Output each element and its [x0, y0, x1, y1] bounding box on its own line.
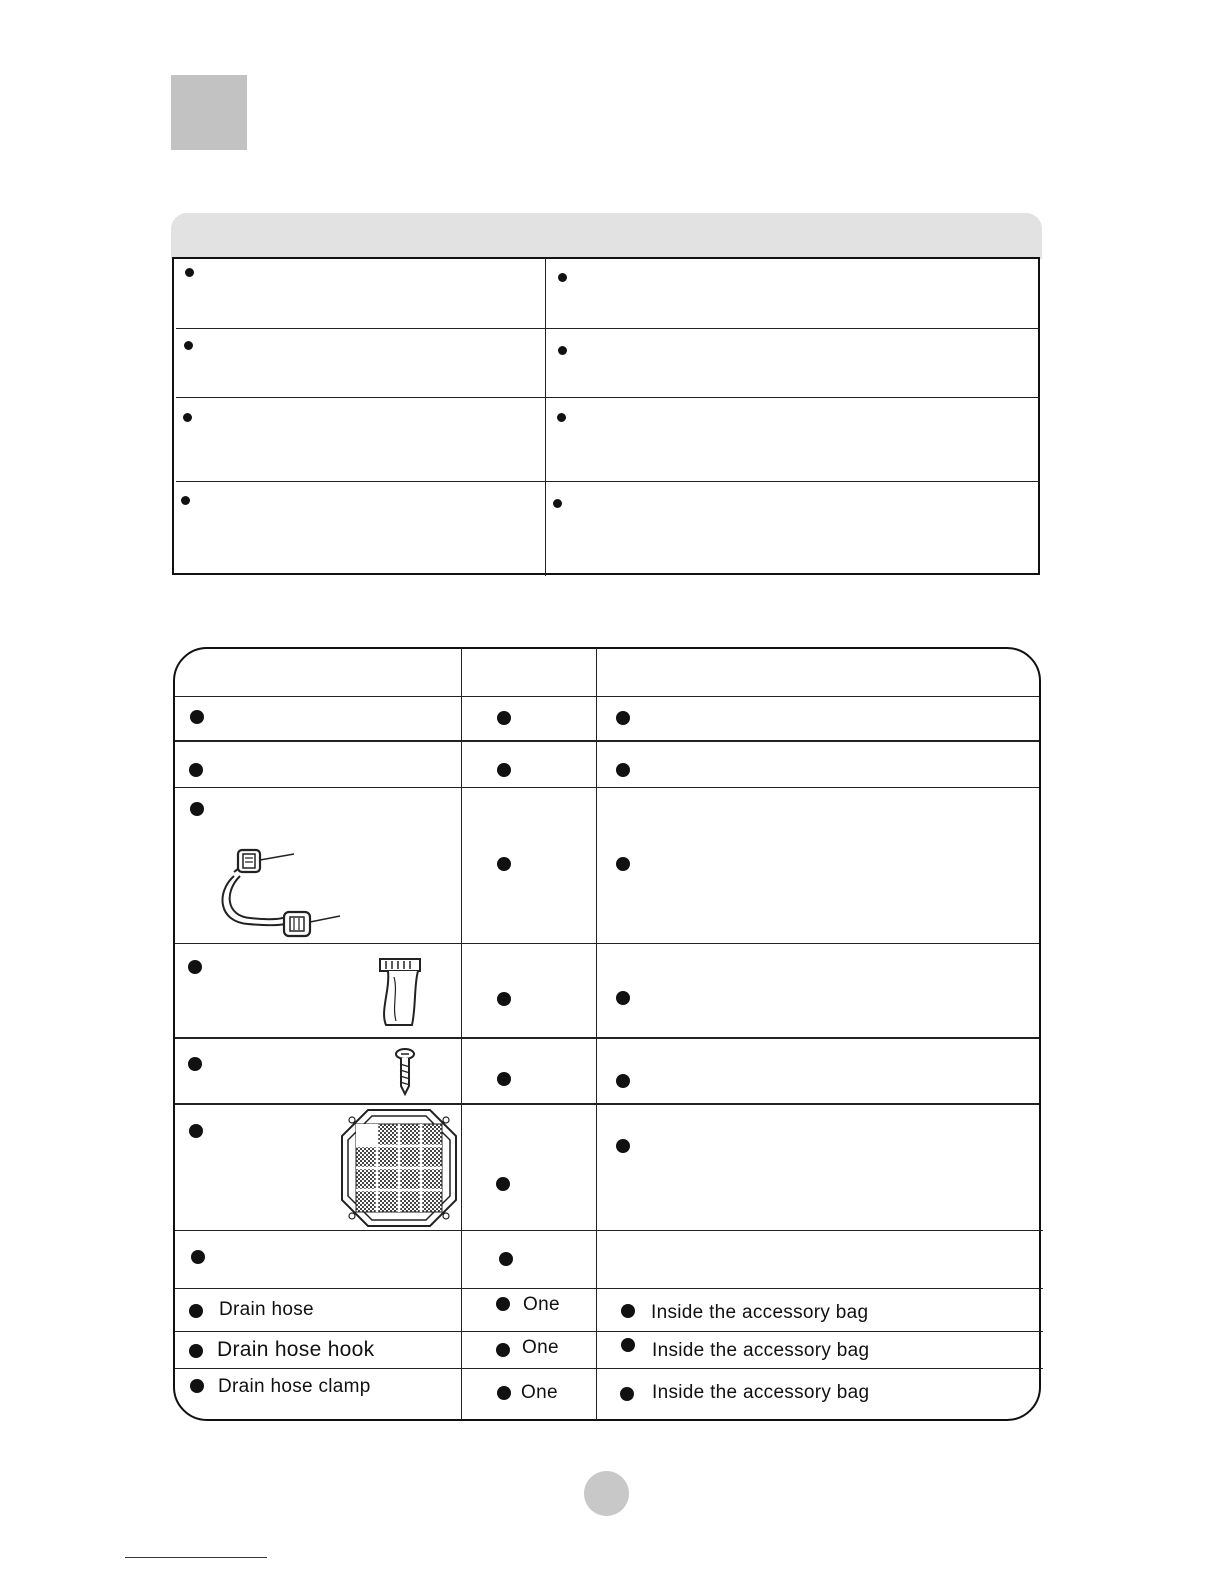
spec-bullet [185, 268, 194, 277]
accessory-bullet [616, 857, 630, 871]
inlet-hose-icon [212, 842, 344, 940]
accessory-bullet [189, 763, 203, 777]
accessory-location: Inside the accessory bag [651, 1302, 869, 1323]
accessory-bullet [616, 1139, 630, 1153]
spec-bullet [557, 413, 566, 422]
spec-bullet [181, 496, 190, 505]
accessory-location: Inside the accessory bag [652, 1382, 870, 1403]
accessory-bullet [496, 1177, 510, 1191]
accessory-bullet [190, 710, 204, 724]
accessory-bullet [497, 711, 511, 725]
accessory-bullet [616, 991, 630, 1005]
screw-icon [392, 1046, 418, 1096]
spec-bullet [558, 346, 567, 355]
spec-bullet [184, 341, 193, 350]
accessory-bullet [188, 1057, 202, 1071]
accessory-bullet [616, 711, 630, 725]
spec-bullet [558, 273, 567, 282]
section-marker [171, 75, 247, 150]
accessory-quantity: One [521, 1382, 558, 1403]
accessory-quantity: One [522, 1337, 559, 1358]
accessory-bullet [497, 857, 511, 871]
accessory-bullet [189, 1124, 203, 1138]
accessory-location: Inside the accessory bag [652, 1340, 870, 1361]
accessory-bullet [497, 763, 511, 777]
accessory-bullet [616, 763, 630, 777]
accessory-bullet [499, 1252, 513, 1266]
accessory-bullet [188, 960, 202, 974]
accessory-bullet [497, 992, 511, 1006]
footer-link-underline[interactable] [125, 1557, 267, 1558]
bottom-filter-panel-icon [338, 1106, 460, 1230]
accessory-name: Drain hose [219, 1299, 314, 1320]
accessory-bullet [616, 1074, 630, 1088]
spec-bullet [553, 499, 562, 508]
accessory-quantity: One [523, 1294, 560, 1315]
spec-bullet [183, 413, 192, 422]
page-number-circle [584, 1471, 629, 1516]
accessory-name: Drain hose hook [217, 1338, 375, 1361]
accessory-bullet [191, 1250, 205, 1264]
accessory-name: Drain hose clamp [218, 1376, 371, 1397]
drain-hose-hook-icon [376, 951, 424, 1031]
accessory-bullet [190, 802, 204, 816]
spec-table-frame [172, 257, 1040, 575]
accessory-bullet [497, 1072, 511, 1086]
spec-table-header-band [171, 213, 1042, 259]
